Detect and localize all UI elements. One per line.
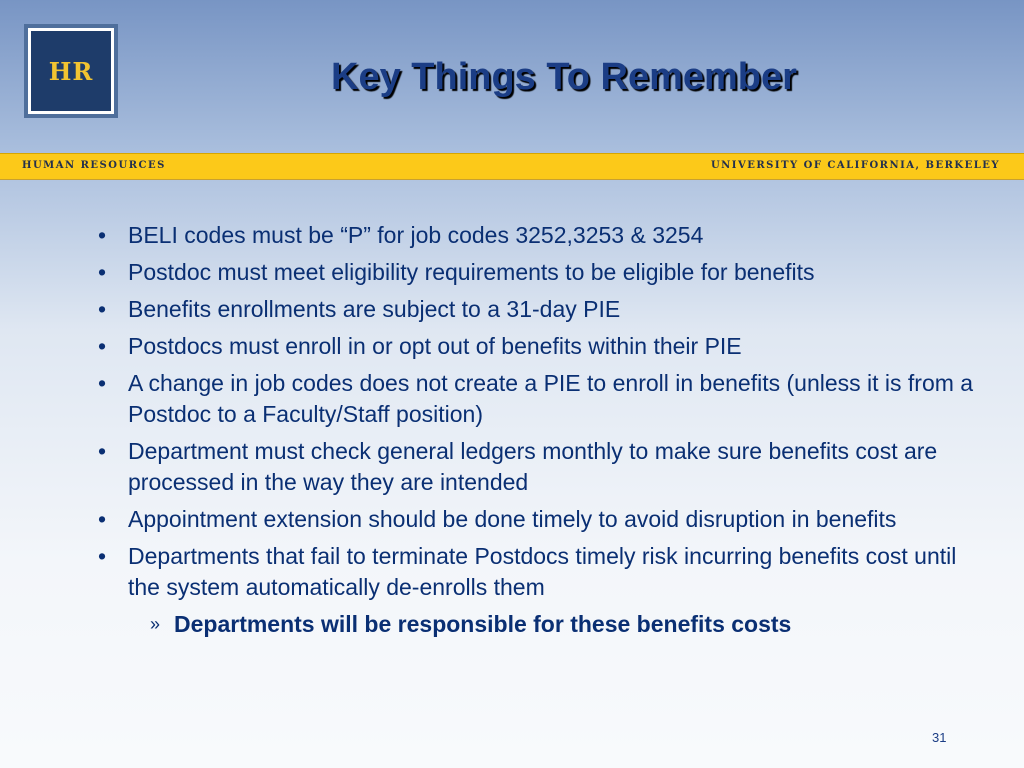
bullet-marker: • [98,333,107,359]
banner-university-label: UNIVERSITY OF CALIFORNIA, BERKELEY [710,160,1000,171]
slide-content [98,220,988,640]
bullet-marker: • [98,438,107,464]
hr-logo [24,24,118,118]
bullet-item [98,504,988,535]
sub-bullet [150,609,988,640]
sub-bullet-text: Departments will be responsible for these benefits costs [174,611,792,637]
bullet-item [98,436,988,498]
bullet-item [98,368,988,430]
bullet-text: Department must check general ledgers monthly to make sure benefits cost are processed in the way they are intended [128,438,938,495]
bullet-marker: • [98,296,107,322]
bullet-text: Benefits enrollments are subject to a 31-day PIE [128,296,621,322]
bullet-marker: • [98,259,107,285]
hr-logo-text: HR [48,56,94,86]
bullet-item [98,220,988,251]
sub-bullet-marker: » [150,614,161,634]
bullet-item [98,541,988,603]
banner-department-label: HUMAN RESOURCES [22,160,166,171]
page-number: 31 [932,730,947,745]
slide-title: Key Things To Remember [331,56,797,98]
bullet-text: Postdocs must enroll in or opt out of benefits within their PIE [128,333,742,359]
bullet-marker: • [98,506,107,532]
bullet-text: BELI codes must be “P” for job codes 3252,3253 & 3254 [128,222,704,248]
bullet-item [98,331,988,362]
bullet-list [98,220,988,603]
bullet-marker: • [98,543,107,569]
header-banner [0,153,1024,180]
bullet-text: Postdoc must meet eligibility requirements to be eligible for benefits [128,259,815,285]
bullet-text: Departments that fail to terminate Postdocs timely risk incurring benefits cost until the system automatically de-enrolls them [128,543,957,600]
bullet-marker: • [98,222,107,248]
bullet-marker: • [98,370,107,396]
bullet-text: Appointment extension should be done timely to avoid disruption in benefits [128,506,897,532]
hr-logo-frame [28,28,114,114]
bullet-item [98,257,988,288]
bullet-item [98,294,988,325]
bullet-text: A change in job codes does not create a PIE to enroll in benefits (unless it is from a Postdoc to a Faculty/Staff position) [128,370,974,427]
